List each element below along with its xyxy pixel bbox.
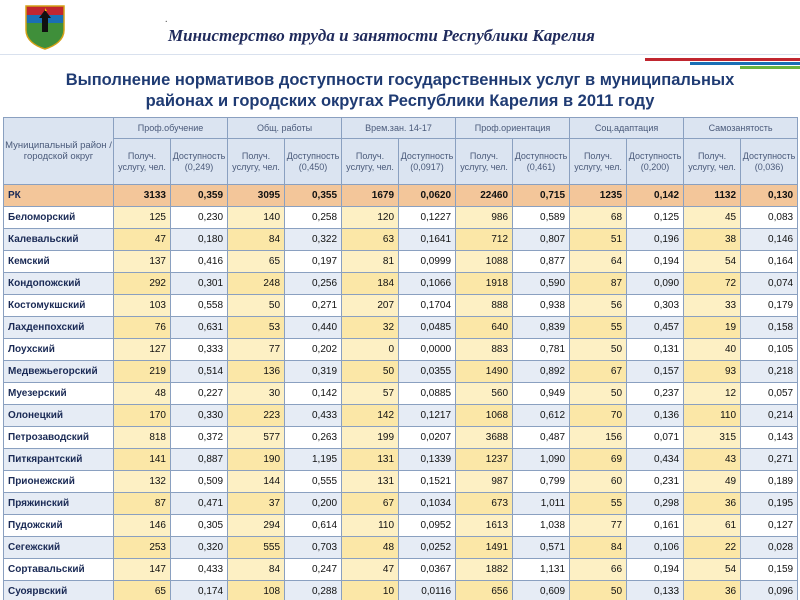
ministry-name: Министерство труда и занятости Республики Карелия <box>168 26 595 45</box>
received-count-cell: 1679 <box>342 185 399 207</box>
availability-cell: 0,319 <box>285 361 342 383</box>
received-count-cell: 19 <box>684 317 741 339</box>
availability-cell: 0,142 <box>285 383 342 405</box>
table-row <box>4 427 798 449</box>
received-count-cell: 10 <box>342 581 399 600</box>
received-count-cell: 986 <box>456 207 513 229</box>
received-count-cell: 253 <box>114 537 171 559</box>
table-row <box>4 251 798 273</box>
subheader-received: Получ. услугу, чел. <box>570 139 627 185</box>
received-count-cell: 77 <box>570 515 627 537</box>
received-count-cell: 67 <box>570 361 627 383</box>
received-count-cell: 68 <box>570 207 627 229</box>
availability-cell: 0,434 <box>627 449 684 471</box>
availability-cell: 0,195 <box>741 493 798 515</box>
received-count-cell: 84 <box>228 229 285 251</box>
availability-cell: 0,247 <box>285 559 342 581</box>
column-group-header: Соц.адаптация <box>570 118 684 139</box>
availability-cell: 0,057 <box>741 383 798 405</box>
received-count-cell: 818 <box>114 427 171 449</box>
availability-cell: 0,433 <box>285 405 342 427</box>
received-count-cell: 43 <box>684 449 741 471</box>
received-count-cell: 64 <box>570 251 627 273</box>
received-count-cell: 147 <box>114 559 171 581</box>
received-count-cell: 223 <box>228 405 285 427</box>
availability-cell: 1,131 <box>513 559 570 581</box>
availability-cell: 0,320 <box>171 537 228 559</box>
availability-cell: 0,105 <box>741 339 798 361</box>
received-count-cell: 1490 <box>456 361 513 383</box>
received-count-cell: 76 <box>114 317 171 339</box>
availability-cell: 0,271 <box>285 295 342 317</box>
received-count-cell: 555 <box>228 537 285 559</box>
received-count-cell: 87 <box>114 493 171 515</box>
municipality-name: Костомукшский <box>4 295 114 317</box>
received-count-cell: 36 <box>684 493 741 515</box>
received-count-cell: 51 <box>570 229 627 251</box>
availability-cell: 0,781 <box>513 339 570 361</box>
availability-cell: 0,227 <box>171 383 228 405</box>
availability-cell: 0,1339 <box>399 449 456 471</box>
received-count-cell: 108 <box>228 581 285 600</box>
table-row <box>4 295 798 317</box>
municipality-name: Беломорский <box>4 207 114 229</box>
received-count-cell: 54 <box>684 559 741 581</box>
received-count-cell: 3688 <box>456 427 513 449</box>
availability-cell: 0,703 <box>285 537 342 559</box>
availability-cell: 0,142 <box>627 185 684 207</box>
availability-cell: 0,131 <box>627 339 684 361</box>
availability-cell: 0,301 <box>171 273 228 295</box>
table-row <box>4 581 798 600</box>
received-count-cell: 0 <box>342 339 399 361</box>
received-count-cell: 33 <box>684 295 741 317</box>
table-row <box>4 207 798 229</box>
availability-cell: 0,096 <box>741 581 798 600</box>
received-count-cell: 131 <box>342 449 399 471</box>
availability-cell: 0,0367 <box>399 559 456 581</box>
header-dot: . <box>165 14 168 25</box>
availability-cell: 0,0999 <box>399 251 456 273</box>
table-row <box>4 537 798 559</box>
subheader-availability: Доступность (0,200) <box>627 139 684 185</box>
table-row <box>4 317 798 339</box>
received-count-cell: 132 <box>114 471 171 493</box>
received-count-cell: 84 <box>228 559 285 581</box>
availability-cell: 0,200 <box>285 493 342 515</box>
received-count-cell: 1235 <box>570 185 627 207</box>
received-count-cell: 57 <box>342 383 399 405</box>
received-count-cell: 190 <box>228 449 285 471</box>
availability-cell: 0,214 <box>741 405 798 427</box>
received-count-cell: 1613 <box>456 515 513 537</box>
received-count-cell: 70 <box>570 405 627 427</box>
table-row <box>4 339 798 361</box>
subheader-availability: Доступность (0,249) <box>171 139 228 185</box>
availability-cell: 0,146 <box>741 229 798 251</box>
received-count-cell: 12 <box>684 383 741 405</box>
availability-cell: 0,0485 <box>399 317 456 339</box>
table-row <box>4 559 798 581</box>
availability-cell: 0,1641 <box>399 229 456 251</box>
availability-cell: 0,471 <box>171 493 228 515</box>
received-count-cell: 315 <box>684 427 741 449</box>
availability-cell: 0,1217 <box>399 405 456 427</box>
availability-cell: 0,433 <box>171 559 228 581</box>
availability-cell: 0,230 <box>171 207 228 229</box>
availability-cell: 0,256 <box>285 273 342 295</box>
decor-stripe-green <box>740 66 800 69</box>
received-count-cell: 66 <box>570 559 627 581</box>
availability-cell: 0,558 <box>171 295 228 317</box>
received-count-cell: 84 <box>570 537 627 559</box>
availability-cell: 0,1704 <box>399 295 456 317</box>
received-count-cell: 87 <box>570 273 627 295</box>
availability-cell: 0,887 <box>171 449 228 471</box>
municipality-name: Сортавальский <box>4 559 114 581</box>
page-title <box>0 70 800 112</box>
availability-cell: 0,609 <box>513 581 570 600</box>
availability-cell: 0,877 <box>513 251 570 273</box>
received-count-cell: 60 <box>570 471 627 493</box>
received-count-cell: 48 <box>114 383 171 405</box>
table-row <box>4 383 798 405</box>
municipality-name: Питкярантский <box>4 449 114 471</box>
municipality-name: Сегежский <box>4 537 114 559</box>
availability-cell: 0,194 <box>627 559 684 581</box>
received-count-cell: 67 <box>342 493 399 515</box>
availability-cell: 0,136 <box>627 405 684 427</box>
column-header-municipality: Муниципальный район / городской округ <box>4 118 114 185</box>
availability-cell: 0,127 <box>741 515 798 537</box>
received-count-cell: 1491 <box>456 537 513 559</box>
subheader-received: Получ. услугу, чел. <box>228 139 285 185</box>
availability-cell: 0,074 <box>741 273 798 295</box>
municipality-name: Кемский <box>4 251 114 273</box>
availability-cell: 0,143 <box>741 427 798 449</box>
availability-cell: 0,807 <box>513 229 570 251</box>
received-count-cell: 65 <box>228 251 285 273</box>
received-count-cell: 146 <box>114 515 171 537</box>
subheader-received: Получ. услугу, чел. <box>456 139 513 185</box>
availability-cell: 0,071 <box>627 427 684 449</box>
received-count-cell: 50 <box>342 361 399 383</box>
availability-cell: 0,218 <box>741 361 798 383</box>
availability-cell: 0,949 <box>513 383 570 405</box>
availability-cell: 0,305 <box>171 515 228 537</box>
availability-cell: 1,090 <box>513 449 570 471</box>
page-title-line-1: Выполнение нормативов доступности государственных услуг в муниципальных <box>65 71 735 89</box>
received-count-cell: 207 <box>342 295 399 317</box>
received-count-cell: 110 <box>342 515 399 537</box>
received-count-cell: 712 <box>456 229 513 251</box>
received-count-cell: 37 <box>228 493 285 515</box>
received-count-cell: 140 <box>228 207 285 229</box>
table-row-total <box>4 185 798 207</box>
availability-cell: 0,631 <box>171 317 228 339</box>
municipality-name: РК <box>4 185 114 207</box>
availability-cell: 0,0620 <box>399 185 456 207</box>
received-count-cell: 65 <box>114 581 171 600</box>
received-count-cell: 144 <box>228 471 285 493</box>
availability-cell: 0,0885 <box>399 383 456 405</box>
availability-cell: 0,457 <box>627 317 684 339</box>
received-count-cell: 142 <box>342 405 399 427</box>
availability-cell: 0,288 <box>285 581 342 600</box>
received-count-cell: 22 <box>684 537 741 559</box>
received-count-cell: 50 <box>570 383 627 405</box>
decor-stripe-red <box>645 58 800 61</box>
table-row <box>4 273 798 295</box>
availability-cell: 0,372 <box>171 427 228 449</box>
table-row <box>4 471 798 493</box>
received-count-cell: 45 <box>684 207 741 229</box>
availability-cell: 0,106 <box>627 537 684 559</box>
availability-cell: 0,1066 <box>399 273 456 295</box>
availability-cell: 0,322 <box>285 229 342 251</box>
municipality-name: Петрозаводский <box>4 427 114 449</box>
availability-cell: 1,038 <box>513 515 570 537</box>
received-count-cell: 47 <box>342 559 399 581</box>
received-count-cell: 1068 <box>456 405 513 427</box>
availability-cell: 0,164 <box>741 251 798 273</box>
availability-cell: 0,715 <box>513 185 570 207</box>
received-count-cell: 888 <box>456 295 513 317</box>
municipality-name: Медвежьегорский <box>4 361 114 383</box>
subheader-availability: Доступность (0,0917) <box>399 139 456 185</box>
received-count-cell: 120 <box>342 207 399 229</box>
subheader-availability: Доступность (0,461) <box>513 139 570 185</box>
received-count-cell: 1237 <box>456 449 513 471</box>
received-count-cell: 883 <box>456 339 513 361</box>
municipality-name: Суоярвский <box>4 581 114 600</box>
received-count-cell: 131 <box>342 471 399 493</box>
municipality-name: Олонецкий <box>4 405 114 427</box>
availability-cell: 0,333 <box>171 339 228 361</box>
availability-cell: 0,258 <box>285 207 342 229</box>
subheader-received: Получ. услугу, чел. <box>114 139 171 185</box>
availability-cell: 0,197 <box>285 251 342 273</box>
received-count-cell: 673 <box>456 493 513 515</box>
received-count-cell: 22460 <box>456 185 513 207</box>
received-count-cell: 30 <box>228 383 285 405</box>
received-count-cell: 141 <box>114 449 171 471</box>
availability-cell: 0,590 <box>513 273 570 295</box>
received-count-cell: 110 <box>684 405 741 427</box>
received-count-cell: 61 <box>684 515 741 537</box>
availability-cell: 0,839 <box>513 317 570 339</box>
received-count-cell: 32 <box>342 317 399 339</box>
availability-cell: 1,011 <box>513 493 570 515</box>
received-count-cell: 987 <box>456 471 513 493</box>
received-count-cell: 55 <box>570 317 627 339</box>
availability-cell: 0,194 <box>627 251 684 273</box>
availability-cell: 0,440 <box>285 317 342 339</box>
received-count-cell: 54 <box>684 251 741 273</box>
header-divider <box>0 54 800 55</box>
availability-cell: 0,799 <box>513 471 570 493</box>
municipality-name: Муезерский <box>4 383 114 405</box>
received-count-cell: 136 <box>228 361 285 383</box>
availability-cell: 0,938 <box>513 295 570 317</box>
received-count-cell: 1088 <box>456 251 513 273</box>
page-title-line-2: районах и городских округах Республики Карелия в 2011 году <box>145 92 655 110</box>
availability-cell: 0,231 <box>627 471 684 493</box>
column-group-header: Проф.обучение <box>114 118 228 139</box>
availability-cell: 0,0355 <box>399 361 456 383</box>
availability-cell: 0,614 <box>285 515 342 537</box>
received-count-cell: 3095 <box>228 185 285 207</box>
availability-cell: 0,514 <box>171 361 228 383</box>
received-count-cell: 125 <box>114 207 171 229</box>
availability-cell: 0,0252 <box>399 537 456 559</box>
availability-cell: 0,158 <box>741 317 798 339</box>
availability-cell: 0,174 <box>171 581 228 600</box>
availability-cell: 0,555 <box>285 471 342 493</box>
received-count-cell: 36 <box>684 581 741 600</box>
availability-cell: 0,416 <box>171 251 228 273</box>
received-count-cell: 199 <box>342 427 399 449</box>
received-count-cell: 40 <box>684 339 741 361</box>
received-count-cell: 53 <box>228 317 285 339</box>
received-count-cell: 170 <box>114 405 171 427</box>
received-count-cell: 560 <box>456 383 513 405</box>
received-count-cell: 47 <box>114 229 171 251</box>
column-group-header: Врем.зан. 14-17 <box>342 118 456 139</box>
received-count-cell: 219 <box>114 361 171 383</box>
municipality-name: Пудожский <box>4 515 114 537</box>
availability-cell: 0,571 <box>513 537 570 559</box>
received-count-cell: 77 <box>228 339 285 361</box>
availability-cell: 0,0116 <box>399 581 456 600</box>
availability-cell: 0,303 <box>627 295 684 317</box>
subheader-received: Получ. услугу, чел. <box>342 139 399 185</box>
availability-cell: 0,028 <box>741 537 798 559</box>
availability-cell: 0,1521 <box>399 471 456 493</box>
received-count-cell: 292 <box>114 273 171 295</box>
karelia-emblem-icon <box>22 4 68 50</box>
column-group-header: Самозанятость <box>684 118 798 139</box>
table-header <box>4 118 798 185</box>
availability-cell: 0,090 <box>627 273 684 295</box>
received-count-cell: 127 <box>114 339 171 361</box>
availability-cell: 0,298 <box>627 493 684 515</box>
received-count-cell: 640 <box>456 317 513 339</box>
availability-cell: 0,179 <box>741 295 798 317</box>
received-count-cell: 55 <box>570 493 627 515</box>
availability-cell: 0,189 <box>741 471 798 493</box>
received-count-cell: 63 <box>342 229 399 251</box>
municipality-name: Прионежский <box>4 471 114 493</box>
received-count-cell: 56 <box>570 295 627 317</box>
received-count-cell: 93 <box>684 361 741 383</box>
availability-cell: 0,589 <box>513 207 570 229</box>
table-body <box>4 185 798 600</box>
availability-cell: 0,237 <box>627 383 684 405</box>
received-count-cell: 294 <box>228 515 285 537</box>
decor-stripe-blue <box>690 62 800 65</box>
availability-cell: 1,195 <box>285 449 342 471</box>
received-count-cell: 38 <box>684 229 741 251</box>
availability-cell: 0,125 <box>627 207 684 229</box>
availability-cell: 0,083 <box>741 207 798 229</box>
received-count-cell: 577 <box>228 427 285 449</box>
table-row <box>4 405 798 427</box>
availability-cell: 0,130 <box>741 185 798 207</box>
availability-cell: 0,0207 <box>399 427 456 449</box>
received-count-cell: 49 <box>684 471 741 493</box>
availability-cell: 0,180 <box>171 229 228 251</box>
received-count-cell: 1918 <box>456 273 513 295</box>
subheader-received: Получ. услугу, чел. <box>684 139 741 185</box>
availability-cell: 0,271 <box>741 449 798 471</box>
table-row <box>4 229 798 251</box>
received-count-cell: 184 <box>342 273 399 295</box>
availability-cell: 0,157 <box>627 361 684 383</box>
availability-cell: 0,0952 <box>399 515 456 537</box>
received-count-cell: 137 <box>114 251 171 273</box>
received-count-cell: 3133 <box>114 185 171 207</box>
column-group-header: Проф.ориентация <box>456 118 570 139</box>
availability-cell: 0,330 <box>171 405 228 427</box>
received-count-cell: 248 <box>228 273 285 295</box>
municipality-name: Пряжинский <box>4 493 114 515</box>
availability-cell: 0,359 <box>171 185 228 207</box>
municipality-name: Лахденпохский <box>4 317 114 339</box>
municipality-name: Лоухский <box>4 339 114 361</box>
municipality-name: Кондопожский <box>4 273 114 295</box>
availability-table <box>3 117 798 600</box>
table-row <box>4 361 798 383</box>
availability-cell: 0,612 <box>513 405 570 427</box>
availability-cell: 0,159 <box>741 559 798 581</box>
availability-cell: 0,196 <box>627 229 684 251</box>
subheader-availability: Доступность (0,450) <box>285 139 342 185</box>
received-count-cell: 656 <box>456 581 513 600</box>
received-count-cell: 50 <box>570 339 627 361</box>
received-count-cell: 156 <box>570 427 627 449</box>
table-row <box>4 449 798 471</box>
table-row <box>4 493 798 515</box>
received-count-cell: 48 <box>342 537 399 559</box>
municipality-name: Калевальский <box>4 229 114 251</box>
received-count-cell: 1132 <box>684 185 741 207</box>
availability-cell: 0,263 <box>285 427 342 449</box>
availability-cell: 0,487 <box>513 427 570 449</box>
received-count-cell: 72 <box>684 273 741 295</box>
received-count-cell: 69 <box>570 449 627 471</box>
availability-cell: 0,0000 <box>399 339 456 361</box>
received-count-cell: 81 <box>342 251 399 273</box>
availability-cell: 0,355 <box>285 185 342 207</box>
received-count-cell: 50 <box>228 295 285 317</box>
table-row <box>4 515 798 537</box>
availability-cell: 0,202 <box>285 339 342 361</box>
availability-cell: 0,1227 <box>399 207 456 229</box>
availability-cell: 0,509 <box>171 471 228 493</box>
received-count-cell: 1882 <box>456 559 513 581</box>
availability-cell: 0,1034 <box>399 493 456 515</box>
column-group-header: Общ. работы <box>228 118 342 139</box>
availability-cell: 0,892 <box>513 361 570 383</box>
received-count-cell: 103 <box>114 295 171 317</box>
availability-cell: 0,161 <box>627 515 684 537</box>
received-count-cell: 50 <box>570 581 627 600</box>
subheader-availability: Доступность (0,036) <box>741 139 798 185</box>
availability-cell: 0,133 <box>627 581 684 600</box>
